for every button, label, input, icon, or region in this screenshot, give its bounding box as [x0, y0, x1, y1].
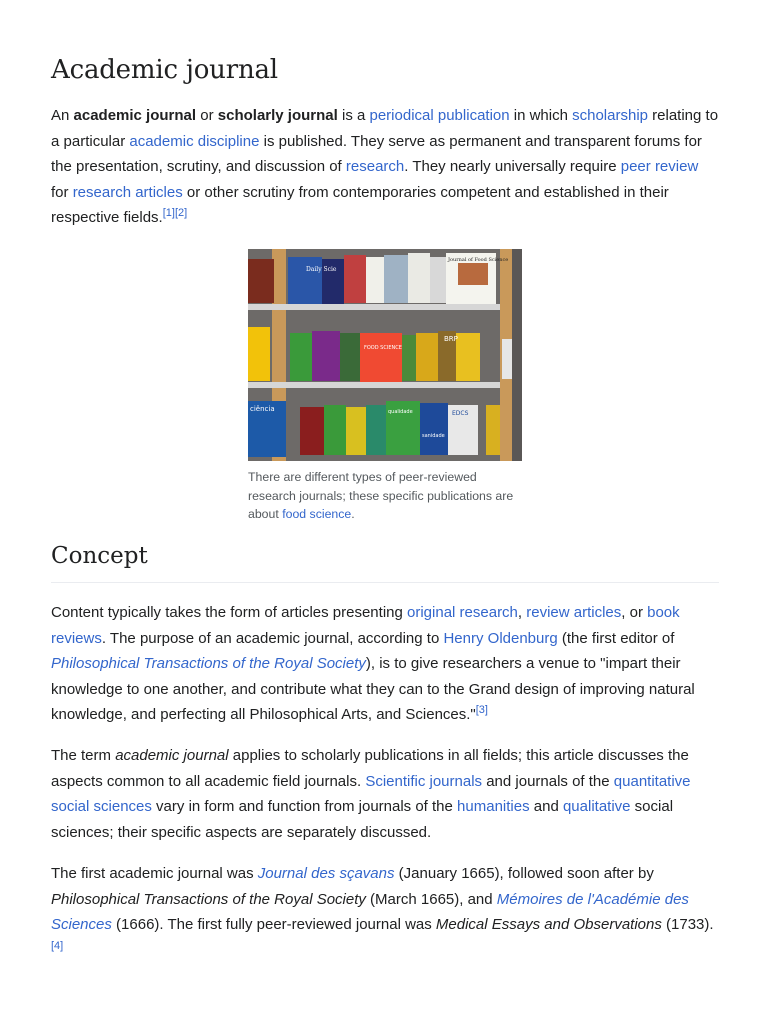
text: and journals of the [482, 772, 614, 790]
link-research-articles[interactable]: research articles [72, 183, 183, 201]
reference-link-4[interactable]: [4] [51, 939, 64, 952]
bold-term: scholarly journal [217, 107, 338, 124]
text: (the first editor of [557, 629, 675, 647]
text: relating to a particular [51, 107, 719, 150]
text: or other scrutiny from contemporaries competent and established in their respective fields. [51, 183, 669, 226]
magazine-title-edcs: EDCS [452, 410, 469, 417]
text: Content typically takes the form of articles presenting [51, 604, 408, 621]
text: (March 1665), and [365, 890, 497, 908]
text: ), is to give researchers a venue to "impart their knowledge to one another, and contribute what they can to the Grand design of improving natural knowledge, and perfecting all Philosophical Arts, and Sciences." [51, 655, 695, 723]
link-memoires-academie-des-sciences[interactable]: Mémoires de l'Académie des Sciences [51, 890, 689, 933]
figure-food-science-journals [248, 249, 522, 524]
link-original-research[interactable]: original research [407, 604, 518, 621]
concept-paragraph-1 [51, 600, 719, 728]
text: The term [51, 747, 116, 764]
text: (1666). The first fully peer-reviewed journal was [111, 916, 436, 933]
text: social sciences; their specific aspects are separately discussed. [51, 798, 674, 841]
concept-paragraph-3 [51, 861, 719, 963]
magazine-title-journal-of-food-science: Journal of Food Science [448, 257, 509, 263]
link-henry-oldenburg[interactable]: Henry Oldenburg [443, 629, 558, 647]
reference-marker [163, 207, 187, 219]
link-qualitative[interactable]: qualitative [562, 798, 631, 815]
italic-term: Philosophical Transactions of the Royal Society [51, 890, 366, 908]
link-academic-discipline[interactable]: academic discipline [129, 132, 260, 150]
reference-marker [476, 704, 488, 716]
magazine-title-brp: BRP [444, 335, 458, 343]
text: An [51, 107, 74, 124]
text: (January 1665), followed soon after by [394, 865, 654, 882]
link-humanities[interactable]: humanities [457, 798, 530, 815]
magazine-title-food-science: FOOD SCIENCE [364, 345, 402, 351]
text: in which [509, 107, 573, 124]
intro-paragraph [51, 103, 719, 231]
link-scientific-journals[interactable]: Scientific journals [365, 772, 483, 790]
caption-end: . [351, 507, 355, 521]
text: applies to scholarly publications in all fields; this article discusses the aspects common to all academic field journals. [51, 747, 689, 790]
magazine-title-daily-science: Daily Scie [306, 266, 337, 273]
text: . They nearly universally require [404, 158, 621, 175]
italic-term: academic journal [115, 747, 229, 764]
text: is a [337, 107, 370, 124]
magazine-title-qualidade: qualidade [388, 409, 413, 415]
link-peer-review[interactable]: peer review [620, 158, 699, 175]
magazine-title-sanidade: sanidade [422, 433, 445, 439]
page-title: Academic journal [51, 55, 278, 85]
text: is published. They serve as permanent and transparent forums for the presentation, scrutiny, and discussion of [51, 132, 702, 175]
link-food-science[interactable]: food science [282, 507, 352, 521]
link-review-articles[interactable]: review articles [526, 604, 622, 621]
journals-shelf-image[interactable] [248, 249, 522, 461]
text: vary in form and function from journals of the [151, 798, 458, 815]
bold-term: academic journal [73, 107, 197, 124]
text: and [529, 798, 563, 815]
link-book-reviews[interactable]: book reviews [51, 604, 680, 647]
reference-marker [51, 940, 63, 952]
concept-paragraph-2 [51, 743, 719, 845]
section-heading-concept: Concept [51, 543, 719, 583]
reference-link-1[interactable]: [1] [162, 207, 175, 219]
text: . The purpose of an academic journal, according to [101, 629, 444, 647]
magazine-title-ciencia: ciência [250, 405, 275, 413]
text: The first academic journal was [51, 865, 258, 882]
text: , [517, 604, 527, 621]
text: (1733). [661, 916, 714, 933]
text: or [196, 107, 218, 124]
link-periodical-publication[interactable]: periodical publication [369, 107, 510, 124]
link-philosophical-transactions[interactable]: Philosophical Transactions of the Royal Society [51, 655, 366, 672]
figure-caption [248, 468, 518, 524]
text: for [51, 183, 73, 201]
link-journal-des-scavans[interactable]: Journal des sçavans [257, 865, 395, 882]
text: , or [621, 604, 648, 621]
caption-text: There are different types of peer-reviewed research journals; these specific publications are about [248, 470, 514, 521]
italic-term: Medical Essays and Observations [435, 916, 662, 933]
link-research[interactable]: research [345, 158, 405, 175]
reference-link-2[interactable]: [2] [174, 207, 188, 219]
reference-link-3[interactable]: [3] [475, 704, 488, 716]
link-quantitative-social-sciences[interactable]: quantitative social sciences [51, 772, 691, 815]
link-scholarship[interactable]: scholarship [572, 107, 648, 124]
